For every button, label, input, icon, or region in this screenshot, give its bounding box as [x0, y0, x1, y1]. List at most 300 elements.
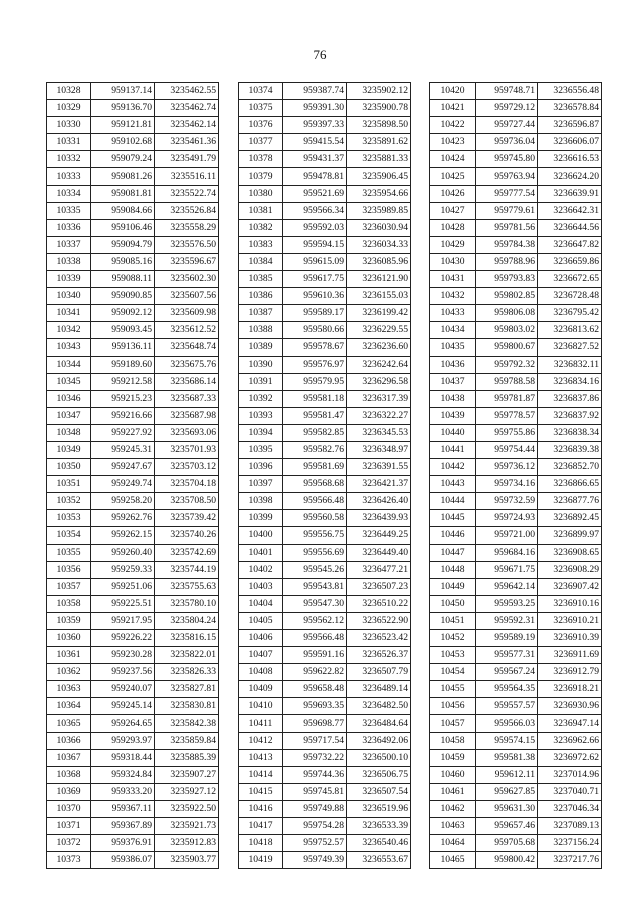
point-number-cell: 10440 [430, 424, 476, 441]
point-number-cell: 10357 [47, 578, 91, 595]
table-row [239, 151, 411, 168]
y-coordinate-cell: 3236908.65 [538, 544, 602, 561]
x-coordinate-cell: 959803.02 [476, 322, 538, 339]
y-coordinate-cell: 3236827.52 [538, 339, 602, 356]
y-coordinate-cell: 3236540.46 [347, 835, 411, 852]
x-coordinate-cell: 959259.33 [91, 561, 155, 578]
table-row [239, 595, 411, 612]
point-number-cell: 10346 [47, 390, 91, 407]
x-coordinate-cell: 959386.07 [91, 852, 155, 869]
table-row [430, 493, 602, 510]
point-number-cell: 10329 [47, 100, 91, 117]
point-number-cell: 10384 [239, 253, 283, 270]
x-coordinate-cell: 959727.44 [476, 117, 538, 134]
y-coordinate-cell: 3235522.74 [155, 185, 219, 202]
point-number-cell: 10364 [47, 698, 91, 715]
x-coordinate-cell: 959262.76 [91, 510, 155, 527]
x-coordinate-cell: 959777.54 [476, 185, 538, 202]
y-coordinate-cell: 3235462.14 [155, 117, 219, 134]
x-coordinate-cell: 959724.93 [476, 510, 538, 527]
x-coordinate-cell: 959092.12 [91, 305, 155, 322]
point-number-cell: 10459 [430, 749, 476, 766]
x-coordinate-cell: 959579.95 [283, 373, 347, 390]
y-coordinate-cell: 3235648.74 [155, 339, 219, 356]
point-number-cell: 10445 [430, 510, 476, 527]
y-coordinate-cell: 3236506.75 [347, 766, 411, 783]
point-number-cell: 10438 [430, 390, 476, 407]
x-coordinate-cell: 959781.56 [476, 219, 538, 236]
y-coordinate-cell: 3237040.71 [538, 783, 602, 800]
table-row [47, 305, 219, 322]
table-row [430, 390, 602, 407]
point-number-cell: 10337 [47, 236, 91, 253]
x-coordinate-cell: 959333.20 [91, 783, 155, 800]
x-coordinate-cell: 959566.48 [283, 493, 347, 510]
x-coordinate-cell: 959581.47 [283, 407, 347, 424]
x-coordinate-cell: 959592.31 [476, 612, 538, 629]
point-number-cell: 10391 [239, 373, 283, 390]
point-number-cell: 10452 [430, 630, 476, 647]
y-coordinate-cell: 3235516.11 [155, 168, 219, 185]
x-coordinate-cell: 959615.09 [283, 253, 347, 270]
x-coordinate-cell: 959592.03 [283, 219, 347, 236]
y-coordinate-cell: 3235686.14 [155, 373, 219, 390]
table-row [239, 322, 411, 339]
point-number-cell: 10460 [430, 766, 476, 783]
point-number-cell: 10399 [239, 510, 283, 527]
y-coordinate-cell: 3236556.48 [538, 83, 602, 100]
table-row [239, 117, 411, 134]
table-row [47, 647, 219, 664]
y-coordinate-cell: 3236647.82 [538, 236, 602, 253]
y-coordinate-cell: 3236030.94 [347, 219, 411, 236]
y-coordinate-cell: 3236348.97 [347, 441, 411, 458]
table-row [239, 459, 411, 476]
y-coordinate-cell: 3235740.26 [155, 527, 219, 544]
point-number-cell: 10350 [47, 459, 91, 476]
point-number-cell: 10338 [47, 253, 91, 270]
y-coordinate-cell: 3236121.90 [347, 271, 411, 288]
point-number-cell: 10402 [239, 561, 283, 578]
y-coordinate-cell: 3236795.42 [538, 305, 602, 322]
y-coordinate-cell: 3236912.79 [538, 664, 602, 681]
x-coordinate-cell: 959736.12 [476, 459, 538, 476]
x-coordinate-cell: 959734.16 [476, 476, 538, 493]
table-row [430, 578, 602, 595]
table-row [47, 630, 219, 647]
x-coordinate-cell: 959612.11 [476, 766, 538, 783]
point-number-cell: 10405 [239, 612, 283, 629]
y-coordinate-cell: 3235903.77 [155, 852, 219, 869]
point-number-cell: 10381 [239, 202, 283, 219]
point-number-cell: 10333 [47, 168, 91, 185]
x-coordinate-cell: 959212.58 [91, 373, 155, 390]
table-row [47, 83, 219, 100]
table-row [430, 527, 602, 544]
y-coordinate-cell: 3236242.64 [347, 356, 411, 373]
x-coordinate-cell: 959258.20 [91, 493, 155, 510]
table-row [239, 578, 411, 595]
x-coordinate-cell: 959376.91 [91, 835, 155, 852]
x-coordinate-cell: 959581.38 [476, 749, 538, 766]
point-number-cell: 10462 [430, 800, 476, 817]
table-row [430, 151, 602, 168]
table-row [430, 783, 602, 800]
y-coordinate-cell: 3235755.63 [155, 578, 219, 595]
table-row [47, 561, 219, 578]
x-coordinate-cell: 959745.80 [476, 151, 538, 168]
y-coordinate-cell: 3235744.19 [155, 561, 219, 578]
table-row [239, 681, 411, 698]
x-coordinate-cell: 959121.81 [91, 117, 155, 134]
table-row [47, 852, 219, 869]
point-number-cell: 10410 [239, 698, 283, 715]
x-coordinate-cell: 959627.85 [476, 783, 538, 800]
table-row [239, 134, 411, 151]
table-row [47, 271, 219, 288]
table-row [47, 578, 219, 595]
point-number-cell: 10401 [239, 544, 283, 561]
y-coordinate-cell: 3237046.34 [538, 800, 602, 817]
point-number-cell: 10385 [239, 271, 283, 288]
table-row [239, 441, 411, 458]
point-number-cell: 10347 [47, 407, 91, 424]
x-coordinate-cell: 959577.31 [476, 647, 538, 664]
point-number-cell: 10431 [430, 271, 476, 288]
page-number: 76 [313, 47, 327, 62]
x-coordinate-cell: 959610.36 [283, 288, 347, 305]
y-coordinate-cell: 3236522.90 [347, 612, 411, 629]
table-row [430, 732, 602, 749]
table-row [430, 83, 602, 100]
point-number-cell: 10390 [239, 356, 283, 373]
point-number-cell: 10334 [47, 185, 91, 202]
point-number-cell: 10383 [239, 236, 283, 253]
point-number-cell: 10339 [47, 271, 91, 288]
table-row [47, 168, 219, 185]
point-number-cell: 10361 [47, 647, 91, 664]
y-coordinate-cell: 3235989.85 [347, 202, 411, 219]
table-row [47, 766, 219, 783]
x-coordinate-cell: 959547.30 [283, 595, 347, 612]
table-row [47, 595, 219, 612]
y-coordinate-cell: 3236085.96 [347, 253, 411, 270]
table-row [47, 151, 219, 168]
point-number-cell: 10392 [239, 390, 283, 407]
table-row [430, 288, 602, 305]
x-coordinate-cell: 959567.24 [476, 664, 538, 681]
x-coordinate-cell: 959642.14 [476, 578, 538, 595]
x-coordinate-cell: 959581.69 [283, 459, 347, 476]
y-coordinate-cell: 3235780.10 [155, 595, 219, 612]
point-number-cell: 10428 [430, 219, 476, 236]
point-number-cell: 10404 [239, 595, 283, 612]
y-coordinate-cell: 3236962.66 [538, 732, 602, 749]
x-coordinate-cell: 959779.61 [476, 202, 538, 219]
table-row [239, 493, 411, 510]
table-row [430, 373, 602, 390]
table-row [239, 288, 411, 305]
y-coordinate-cell: 3235704.18 [155, 476, 219, 493]
y-coordinate-cell: 3236910.16 [538, 595, 602, 612]
x-coordinate-cell: 959566.34 [283, 202, 347, 219]
table-row [430, 647, 602, 664]
point-number-cell: 10453 [430, 647, 476, 664]
x-coordinate-cell: 959293.97 [91, 732, 155, 749]
point-number-cell: 10403 [239, 578, 283, 595]
x-coordinate-cell: 959085.16 [91, 253, 155, 270]
table-row [430, 681, 602, 698]
y-coordinate-cell: 3236519.96 [347, 800, 411, 817]
y-coordinate-cell: 3235881.33 [347, 151, 411, 168]
x-coordinate-cell: 959788.96 [476, 253, 538, 270]
point-number-cell: 10389 [239, 339, 283, 356]
y-coordinate-cell: 3235922.50 [155, 800, 219, 817]
y-coordinate-cell: 3236728.48 [538, 288, 602, 305]
table-row [430, 561, 602, 578]
y-coordinate-cell: 3236345.53 [347, 424, 411, 441]
point-number-cell: 10465 [430, 852, 476, 869]
table-row [47, 339, 219, 356]
table-row [430, 356, 602, 373]
x-coordinate-cell: 959084.66 [91, 202, 155, 219]
y-coordinate-cell: 3235830.81 [155, 698, 219, 715]
x-coordinate-cell: 959806.08 [476, 305, 538, 322]
y-coordinate-cell: 3236500.10 [347, 749, 411, 766]
x-coordinate-cell: 959079.24 [91, 151, 155, 168]
table-row [430, 322, 602, 339]
table-row [239, 253, 411, 270]
y-coordinate-cell: 3236510.22 [347, 595, 411, 612]
point-number-cell: 10415 [239, 783, 283, 800]
x-coordinate-cell: 959788.58 [476, 373, 538, 390]
table-row [239, 561, 411, 578]
point-number-cell: 10422 [430, 117, 476, 134]
y-coordinate-cell: 3236596.87 [538, 117, 602, 134]
x-coordinate-cell: 959778.57 [476, 407, 538, 424]
table-row [430, 818, 602, 835]
x-coordinate-cell: 959755.86 [476, 424, 538, 441]
point-number-cell: 10358 [47, 595, 91, 612]
point-number-cell: 10413 [239, 749, 283, 766]
x-coordinate-cell: 959225.51 [91, 595, 155, 612]
table-row [239, 527, 411, 544]
table-row [239, 749, 411, 766]
table-row [430, 698, 602, 715]
coordinate-table-1 [46, 82, 219, 869]
table-row [430, 835, 602, 852]
x-coordinate-cell: 959230.28 [91, 647, 155, 664]
point-number-cell: 10407 [239, 647, 283, 664]
point-number-cell: 10336 [47, 219, 91, 236]
x-coordinate-cell: 959591.16 [283, 647, 347, 664]
table-row [430, 664, 602, 681]
y-coordinate-cell: 3235526.84 [155, 202, 219, 219]
y-coordinate-cell: 3236507.79 [347, 664, 411, 681]
table-row [239, 612, 411, 629]
point-number-cell: 10340 [47, 288, 91, 305]
table-row [239, 236, 411, 253]
point-number-cell: 10397 [239, 476, 283, 493]
y-coordinate-cell: 3237014.96 [538, 766, 602, 783]
point-number-cell: 10443 [430, 476, 476, 493]
x-coordinate-cell: 959090.85 [91, 288, 155, 305]
x-coordinate-cell: 959094.79 [91, 236, 155, 253]
y-coordinate-cell: 3236578.84 [538, 100, 602, 117]
x-coordinate-cell: 959545.26 [283, 561, 347, 578]
y-coordinate-cell: 3236852.70 [538, 459, 602, 476]
point-number-cell: 10457 [430, 715, 476, 732]
point-number-cell: 10352 [47, 493, 91, 510]
x-coordinate-cell: 959431.37 [283, 151, 347, 168]
y-coordinate-cell: 3236910.21 [538, 612, 602, 629]
x-coordinate-cell: 959617.75 [283, 271, 347, 288]
y-coordinate-cell: 3236644.56 [538, 219, 602, 236]
y-coordinate-cell: 3236507.23 [347, 578, 411, 595]
table-row [47, 407, 219, 424]
point-number-cell: 10387 [239, 305, 283, 322]
point-number-cell: 10414 [239, 766, 283, 783]
table-row [430, 271, 602, 288]
y-coordinate-cell: 3236484.64 [347, 715, 411, 732]
y-coordinate-cell: 3236317.39 [347, 390, 411, 407]
y-coordinate-cell: 3235491.79 [155, 151, 219, 168]
point-number-cell: 10378 [239, 151, 283, 168]
y-coordinate-cell: 3235693.06 [155, 424, 219, 441]
x-coordinate-cell: 959102.68 [91, 134, 155, 151]
table-row [239, 783, 411, 800]
y-coordinate-cell: 3236236.60 [347, 339, 411, 356]
y-coordinate-cell: 3235885.39 [155, 749, 219, 766]
x-coordinate-cell: 959251.06 [91, 578, 155, 595]
point-number-cell: 10411 [239, 715, 283, 732]
y-coordinate-cell: 3235912.83 [155, 835, 219, 852]
point-number-cell: 10330 [47, 117, 91, 134]
x-coordinate-cell: 959631.30 [476, 800, 538, 817]
point-number-cell: 10376 [239, 117, 283, 134]
point-number-cell: 10424 [430, 151, 476, 168]
x-coordinate-cell: 959736.04 [476, 134, 538, 151]
y-coordinate-cell: 3236659.86 [538, 253, 602, 270]
table-row [239, 715, 411, 732]
table-row [430, 749, 602, 766]
table-row [47, 783, 219, 800]
y-coordinate-cell: 3235739.42 [155, 510, 219, 527]
point-number-cell: 10412 [239, 732, 283, 749]
point-number-cell: 10342 [47, 322, 91, 339]
y-coordinate-cell: 3236034.33 [347, 236, 411, 253]
table-row [47, 612, 219, 629]
x-coordinate-cell: 959093.45 [91, 322, 155, 339]
x-coordinate-cell: 959415.54 [283, 134, 347, 151]
table-row [430, 407, 602, 424]
x-coordinate-cell: 959217.95 [91, 612, 155, 629]
x-coordinate-cell: 959260.40 [91, 544, 155, 561]
x-coordinate-cell: 959521.69 [283, 185, 347, 202]
table-row [430, 305, 602, 322]
y-coordinate-cell: 3236866.65 [538, 476, 602, 493]
y-coordinate-cell: 3236837.86 [538, 390, 602, 407]
point-number-cell: 10370 [47, 800, 91, 817]
table-row [239, 852, 411, 869]
table-row [430, 117, 602, 134]
y-coordinate-cell: 3235906.45 [347, 168, 411, 185]
point-number-cell: 10372 [47, 835, 91, 852]
table-row [239, 732, 411, 749]
point-number-cell: 10436 [430, 356, 476, 373]
table-row [239, 83, 411, 100]
y-coordinate-cell: 3235827.81 [155, 681, 219, 698]
table-row [47, 800, 219, 817]
point-number-cell: 10335 [47, 202, 91, 219]
table-row [430, 800, 602, 817]
table-row [47, 459, 219, 476]
point-number-cell: 10386 [239, 288, 283, 305]
x-coordinate-cell: 959581.18 [283, 390, 347, 407]
point-number-cell: 10442 [430, 459, 476, 476]
y-coordinate-cell: 3236877.76 [538, 493, 602, 510]
y-coordinate-cell: 3236449.25 [347, 527, 411, 544]
point-number-cell: 10464 [430, 835, 476, 852]
table-row [47, 510, 219, 527]
x-coordinate-cell: 959237.56 [91, 664, 155, 681]
y-coordinate-cell: 3236477.21 [347, 561, 411, 578]
y-coordinate-cell: 3236642.31 [538, 202, 602, 219]
table-row [239, 219, 411, 236]
x-coordinate-cell: 959578.67 [283, 339, 347, 356]
x-coordinate-cell: 959748.71 [476, 83, 538, 100]
table-row [430, 134, 602, 151]
x-coordinate-cell: 959732.22 [283, 749, 347, 766]
x-coordinate-cell: 959566.48 [283, 630, 347, 647]
y-coordinate-cell: 3236972.62 [538, 749, 602, 766]
point-number-cell: 10367 [47, 749, 91, 766]
x-coordinate-cell: 959752.57 [283, 835, 347, 852]
table-row [239, 664, 411, 681]
y-coordinate-cell: 3235596.67 [155, 253, 219, 270]
point-number-cell: 10427 [430, 202, 476, 219]
coordinate-table-2 [238, 82, 411, 869]
table-row [239, 818, 411, 835]
point-number-cell: 10435 [430, 339, 476, 356]
y-coordinate-cell: 3235927.12 [155, 783, 219, 800]
table-row [430, 236, 602, 253]
table-row [430, 339, 602, 356]
y-coordinate-cell: 3235609.98 [155, 305, 219, 322]
point-number-cell: 10434 [430, 322, 476, 339]
point-number-cell: 10416 [239, 800, 283, 817]
y-coordinate-cell: 3235607.56 [155, 288, 219, 305]
point-number-cell: 10374 [239, 83, 283, 100]
y-coordinate-cell: 3236482.50 [347, 698, 411, 715]
x-coordinate-cell: 959397.33 [283, 117, 347, 134]
table-row [430, 441, 602, 458]
point-number-cell: 10363 [47, 681, 91, 698]
point-number-cell: 10408 [239, 664, 283, 681]
table-row [47, 715, 219, 732]
x-coordinate-cell: 959582.76 [283, 441, 347, 458]
table-row [47, 732, 219, 749]
y-coordinate-cell: 3236606.07 [538, 134, 602, 151]
table-row [239, 271, 411, 288]
x-coordinate-cell: 959793.83 [476, 271, 538, 288]
table-row [239, 185, 411, 202]
table-row [430, 253, 602, 270]
point-number-cell: 10355 [47, 544, 91, 561]
x-coordinate-cell: 959564.35 [476, 681, 538, 698]
x-coordinate-cell: 959562.12 [283, 612, 347, 629]
x-coordinate-cell: 959671.75 [476, 561, 538, 578]
